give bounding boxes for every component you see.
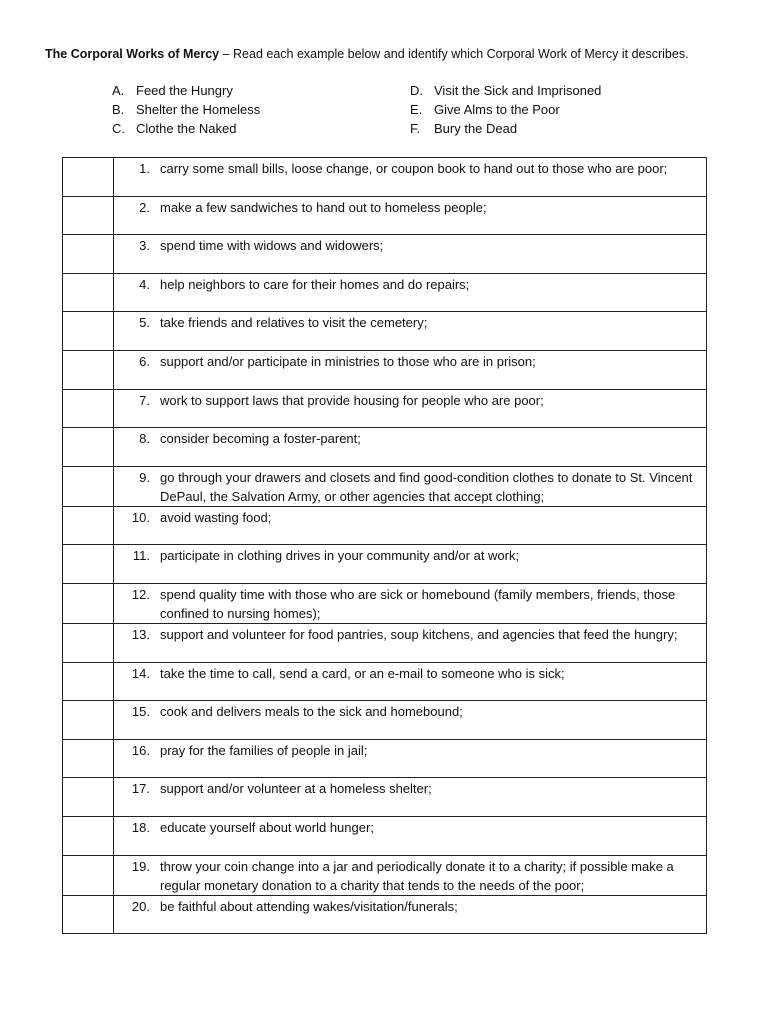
answer-cell[interactable]	[63, 545, 114, 584]
item-text: participate in clothing drives in your community and/or at work;	[160, 548, 520, 564]
option-letter: C.	[112, 121, 125, 136]
table-row	[63, 739, 707, 778]
item-text: support and/or volunteer at a homeless shelter;	[160, 781, 432, 797]
item-cell	[114, 662, 707, 701]
answer-cell[interactable]	[63, 196, 114, 235]
item-text: spend quality time with those who are sick or homebound (family members, friends, those confined to nursing homes);	[160, 586, 676, 621]
option-text: Visit the Sick and Imprisoned	[434, 83, 602, 98]
item-number: 13.	[131, 626, 150, 642]
table-row	[63, 662, 707, 701]
table-row	[63, 273, 707, 312]
worksheet-heading	[45, 46, 745, 62]
item-text: consider becoming a foster-parent;	[160, 431, 361, 447]
item-cell	[114, 273, 707, 312]
answer-cell[interactable]	[63, 312, 114, 351]
item-text: educate yourself about world hunger;	[160, 819, 374, 835]
item-text: spend time with widows and widowers;	[160, 238, 384, 254]
answer-cell[interactable]	[63, 895, 114, 934]
item-text: support and/or participate in ministries to those who are in prison;	[160, 353, 536, 369]
item-cell	[114, 428, 707, 467]
item-cell	[114, 350, 707, 389]
option-text: Give Alms to the Poor	[434, 102, 560, 117]
option-letter: D.	[410, 83, 423, 98]
option-d	[410, 81, 601, 100]
item-number: 12.	[131, 586, 150, 602]
answer-cell[interactable]	[63, 466, 114, 506]
item-text: help neighbors to care for their homes and do repairs;	[160, 276, 470, 292]
item-number: 8.	[139, 431, 150, 447]
option-text: Feed the Hungry	[136, 83, 233, 98]
option-text: Bury the Dead	[434, 121, 518, 136]
answer-cell[interactable]	[63, 778, 114, 817]
item-cell	[114, 583, 707, 623]
table-row	[63, 623, 707, 662]
item-cell	[114, 235, 707, 274]
item-number: 4.	[139, 276, 150, 292]
item-text: carry some small bills, loose change, or coupon book to hand out to those who are poor;	[160, 161, 668, 176]
item-number: 10.	[131, 509, 150, 525]
table-row	[63, 583, 707, 623]
answer-cell[interactable]	[63, 428, 114, 467]
item-cell	[114, 778, 707, 817]
table-row	[63, 389, 707, 428]
table-row	[63, 158, 707, 197]
item-cell	[114, 158, 707, 197]
item-number: 19.	[131, 858, 150, 874]
item-cell	[114, 506, 707, 545]
item-cell	[114, 701, 707, 740]
item-number: 9.	[139, 469, 150, 485]
item-number: 6.	[139, 353, 150, 369]
answer-cell[interactable]	[63, 662, 114, 701]
item-number: 18.	[131, 819, 150, 835]
table-row	[63, 778, 707, 817]
item-text: make a few sandwiches to hand out to homeless people;	[160, 199, 487, 215]
item-number: 11.	[132, 548, 150, 564]
item-text: go through your drawers and closets and find good-condition clothes to donate to St. Vincent DePaul, the Salvation Army, or other agencies that accept clothing;	[160, 469, 693, 504]
item-text: take the time to call, send a card, or an e-mail to someone who is sick;	[160, 665, 565, 681]
table-row	[63, 428, 707, 467]
item-number: 3.	[139, 238, 150, 254]
table-row	[63, 701, 707, 740]
item-cell	[114, 855, 707, 895]
option-f	[410, 119, 517, 138]
table-row	[63, 855, 707, 895]
worksheet-instructions: – Read each example below and identify which Corporal Work of Mercy it describes.	[219, 47, 689, 61]
item-text: take friends and relatives to visit the cemetery;	[160, 315, 428, 331]
table-row	[63, 816, 707, 855]
option-b	[112, 100, 260, 119]
answer-cell[interactable]	[63, 158, 114, 197]
item-number: 7.	[139, 392, 150, 408]
option-letter: F.	[410, 121, 421, 136]
option-e	[410, 100, 560, 119]
option-letter: A.	[112, 83, 125, 98]
answer-cell[interactable]	[63, 855, 114, 895]
item-cell	[114, 816, 707, 855]
options-list	[112, 81, 672, 141]
item-text: throw your coin change into a jar and periodically donate it to a charity; if possible make a regular monetary donation to a charity that tends to the needs of the poor;	[160, 858, 674, 893]
answer-cell[interactable]	[63, 273, 114, 312]
item-text: support and volunteer for food pantries, soup kitchens, and agencies that feed the hungry;	[160, 626, 678, 642]
option-letter: B.	[112, 102, 125, 117]
item-cell	[114, 466, 707, 506]
item-text: pray for the families of people in jail;	[160, 742, 368, 758]
item-number: 5.	[139, 315, 150, 331]
table-row	[63, 312, 707, 351]
item-number: 16.	[131, 742, 150, 758]
table-row	[63, 506, 707, 545]
answer-cell[interactable]	[63, 739, 114, 778]
item-number: 2.	[139, 199, 150, 215]
item-number: 17.	[131, 781, 150, 797]
answer-cell[interactable]	[63, 350, 114, 389]
table-row	[63, 895, 707, 934]
worksheet-title: The Corporal Works of Mercy	[45, 47, 220, 61]
table-row	[63, 545, 707, 584]
table-row	[63, 350, 707, 389]
item-cell	[114, 895, 707, 934]
item-number: 14.	[131, 665, 150, 681]
answer-cell[interactable]	[63, 816, 114, 855]
item-text: cook and delivers meals to the sick and homebound;	[160, 704, 463, 720]
option-letter: E.	[410, 102, 423, 117]
option-text: Shelter the Homeless	[136, 102, 261, 117]
item-cell	[114, 545, 707, 584]
option-c	[112, 119, 236, 138]
option-a	[112, 81, 233, 100]
item-cell	[114, 389, 707, 428]
table-row	[63, 466, 707, 506]
item-cell	[114, 196, 707, 235]
answer-cell[interactable]	[63, 583, 114, 623]
item-text: work to support laws that provide housing for people who are poor;	[160, 392, 544, 408]
table-row	[63, 235, 707, 274]
worksheet-table	[62, 157, 707, 934]
item-text: avoid wasting food;	[160, 509, 272, 525]
item-cell	[114, 623, 707, 662]
answer-cell[interactable]	[63, 389, 114, 428]
item-cell	[114, 312, 707, 351]
item-number: 20.	[131, 898, 150, 914]
answer-cell[interactable]	[63, 506, 114, 545]
item-text: be faithful about attending wakes/visitation/funerals;	[160, 898, 458, 914]
answer-cell[interactable]	[63, 235, 114, 274]
table-row	[63, 196, 707, 235]
item-cell	[114, 739, 707, 778]
item-number: 1.	[139, 161, 150, 176]
item-number: 15.	[131, 704, 150, 720]
answer-cell[interactable]	[63, 623, 114, 662]
option-text: Clothe the Naked	[136, 121, 237, 136]
answer-cell[interactable]	[63, 701, 114, 740]
